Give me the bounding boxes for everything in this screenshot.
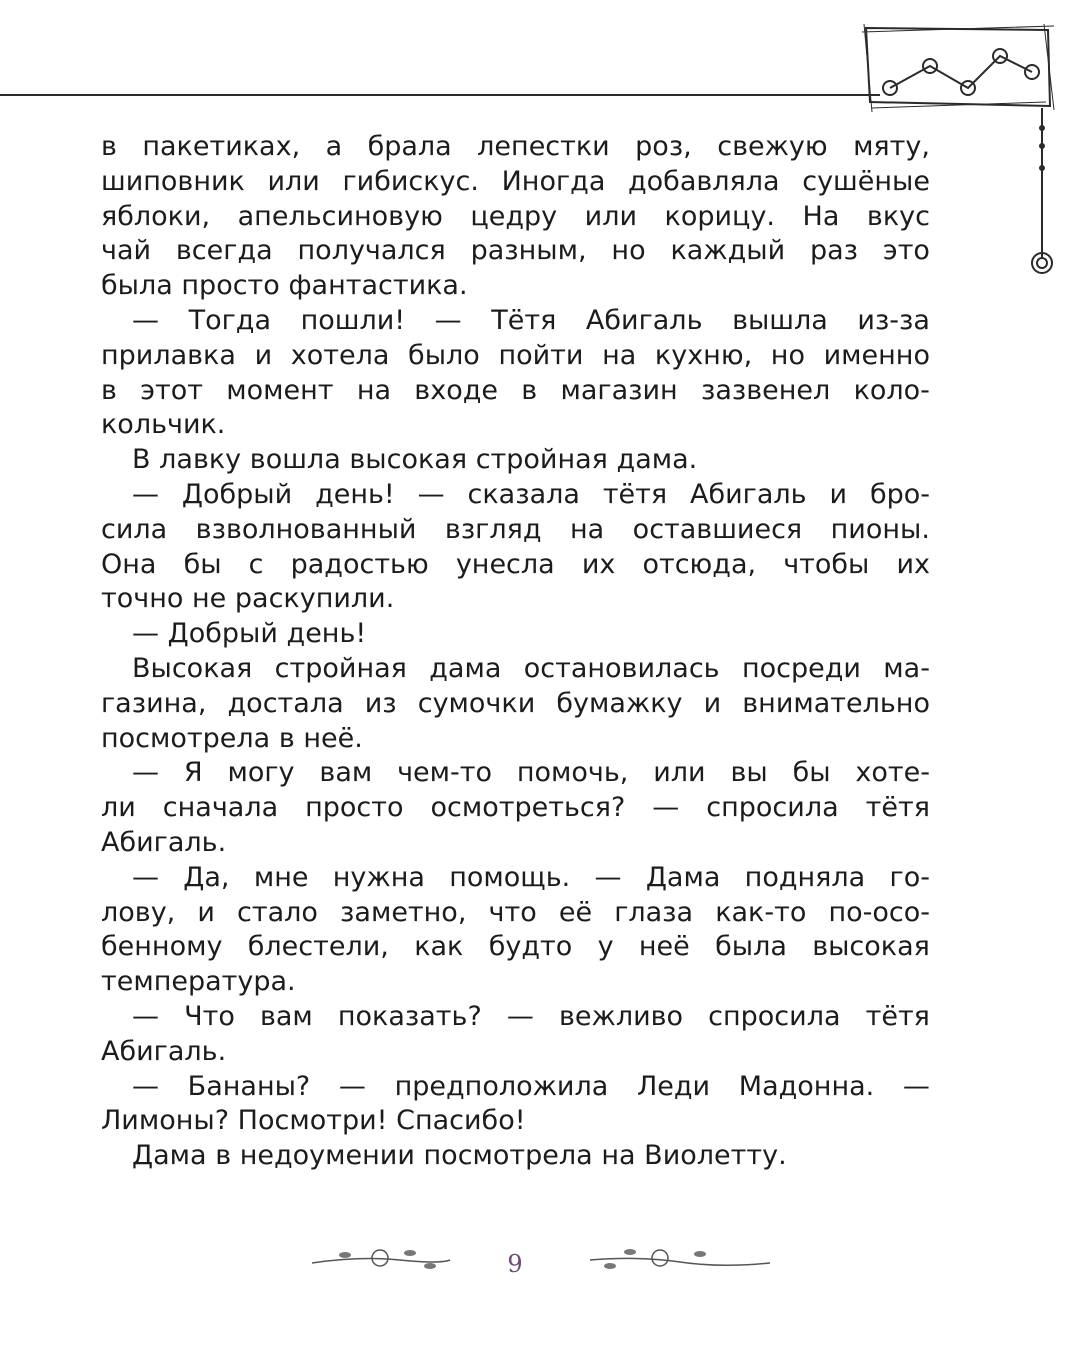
text-line: — Что вам показать? — вежливо спросила тётя <box>132 1000 930 1032</box>
text-line: посмотрела в неё. <box>101 722 363 754</box>
text-line: Лимоны? Посмотри! Спасибо! <box>101 1105 526 1137</box>
text-line: В лавку вошла высокая стройная дама. <box>132 444 698 476</box>
text-line: Высокая стройная дама остановилась посреди ма- <box>132 652 930 684</box>
text-line: бенному блестели, как будто у неё была высокая <box>101 931 930 963</box>
text-line: была просто фантастика. <box>101 270 468 302</box>
text-line: — Я могу вам чем-то помочь, или вы бы хоте- <box>132 757 930 789</box>
text-line: Абигаль. <box>101 1035 227 1067</box>
text-line: — Добрый день! <box>132 618 367 650</box>
text-line: чай всегда получался разным, но каждый раз это <box>101 235 930 267</box>
text-line: точно не раскупили. <box>101 583 395 615</box>
text-line: газина, достала из сумочки бумажку и внимательно <box>101 687 930 719</box>
text-line: Дама в недоумении посмотрела на Виолетту. <box>132 1140 787 1172</box>
text-line: кольчик. <box>101 409 226 441</box>
body-text <box>101 130 930 1174</box>
text-line: температура. <box>101 966 296 998</box>
page-number: 9 <box>507 1250 523 1278</box>
text-line: — Бананы? — предположила Леди Мадонна. — <box>132 1070 930 1102</box>
header-rule <box>0 94 880 96</box>
text-line: яблоки, апельсиновую цедру или корицу. На вкус <box>101 200 930 232</box>
text-line: — Тогда пошли! — Тётя Абигаль вышла из-за <box>132 304 930 336</box>
floral-vine-ornament-icon <box>0 1238 1080 1298</box>
text-line: в этот момент на входе в магазин зазвенел коло- <box>101 374 930 406</box>
text-line: Она бы с радостью унесла их отсюда, чтобы их <box>101 548 930 580</box>
text-line: прилавка и хотела было пойти на кухню, но именно <box>101 339 930 371</box>
text-line: лову, и стало заметно, что её глаза как-то по-осо- <box>101 896 930 928</box>
text-line: шиповник или гибискус. Иногда добавляла сушёные <box>101 165 930 197</box>
text-line: ли сначала просто осмотреться? — спросила тётя <box>101 792 930 824</box>
text-line: — Да, мне нужна помощь. — Дама подняла го- <box>132 861 930 893</box>
text-line: Абигаль. <box>101 826 227 858</box>
text-line: в пакетиках, а брала лепестки роз, свежую мяту, <box>101 131 930 162</box>
text-line: сила взволнованный взгляд на оставшиеся пионы. <box>101 513 930 545</box>
text-line: — Добрый день! — сказала тётя Абигаль и бро- <box>132 478 930 510</box>
